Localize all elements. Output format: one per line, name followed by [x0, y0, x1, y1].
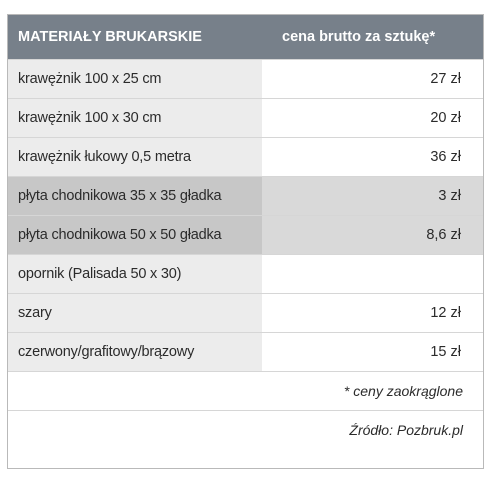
row-name: płyta chodnikowa 50 x 50 gładka	[8, 216, 262, 254]
table-row	[8, 215, 483, 254]
row-name: krawężnik 100 x 25 cm	[8, 60, 262, 98]
row-name: płyta chodnikowa 35 x 35 gładka	[8, 177, 262, 215]
source-text: Źródło: Pozbruk.pl	[8, 411, 483, 449]
row-price: 8,6 zł	[262, 216, 483, 254]
table-row	[8, 59, 483, 98]
table-row	[8, 293, 483, 332]
row-name: krawężnik 100 x 30 cm	[8, 99, 262, 137]
row-name: krawężnik łukowy 0,5 metra	[8, 138, 262, 176]
row-name: opornik (Palisada 50 x 30)	[8, 255, 262, 293]
footnote-row	[8, 371, 483, 410]
source-row	[8, 410, 483, 449]
table-header	[8, 15, 483, 59]
table-row	[8, 254, 483, 293]
header-price: cena brutto za sztukę*	[282, 29, 436, 45]
row-price: 27 zł	[262, 60, 483, 98]
table-row	[8, 98, 483, 137]
footnote-text: * ceny zaokrąglone	[8, 372, 483, 410]
row-price: 3 zł	[262, 177, 483, 215]
row-name: czerwony/grafitowy/brązowy	[8, 333, 262, 371]
row-price: 20 zł	[262, 99, 483, 137]
row-price: 12 zł	[262, 294, 483, 332]
price-table	[7, 14, 484, 469]
table-row	[8, 137, 483, 176]
header-materials: MATERIAŁY BRUKARSKIE	[18, 29, 202, 45]
table-row	[8, 176, 483, 215]
row-name: szary	[8, 294, 262, 332]
row-price	[262, 255, 483, 293]
table-row	[8, 332, 483, 371]
row-price: 36 zł	[262, 138, 483, 176]
row-price: 15 zł	[262, 333, 483, 371]
